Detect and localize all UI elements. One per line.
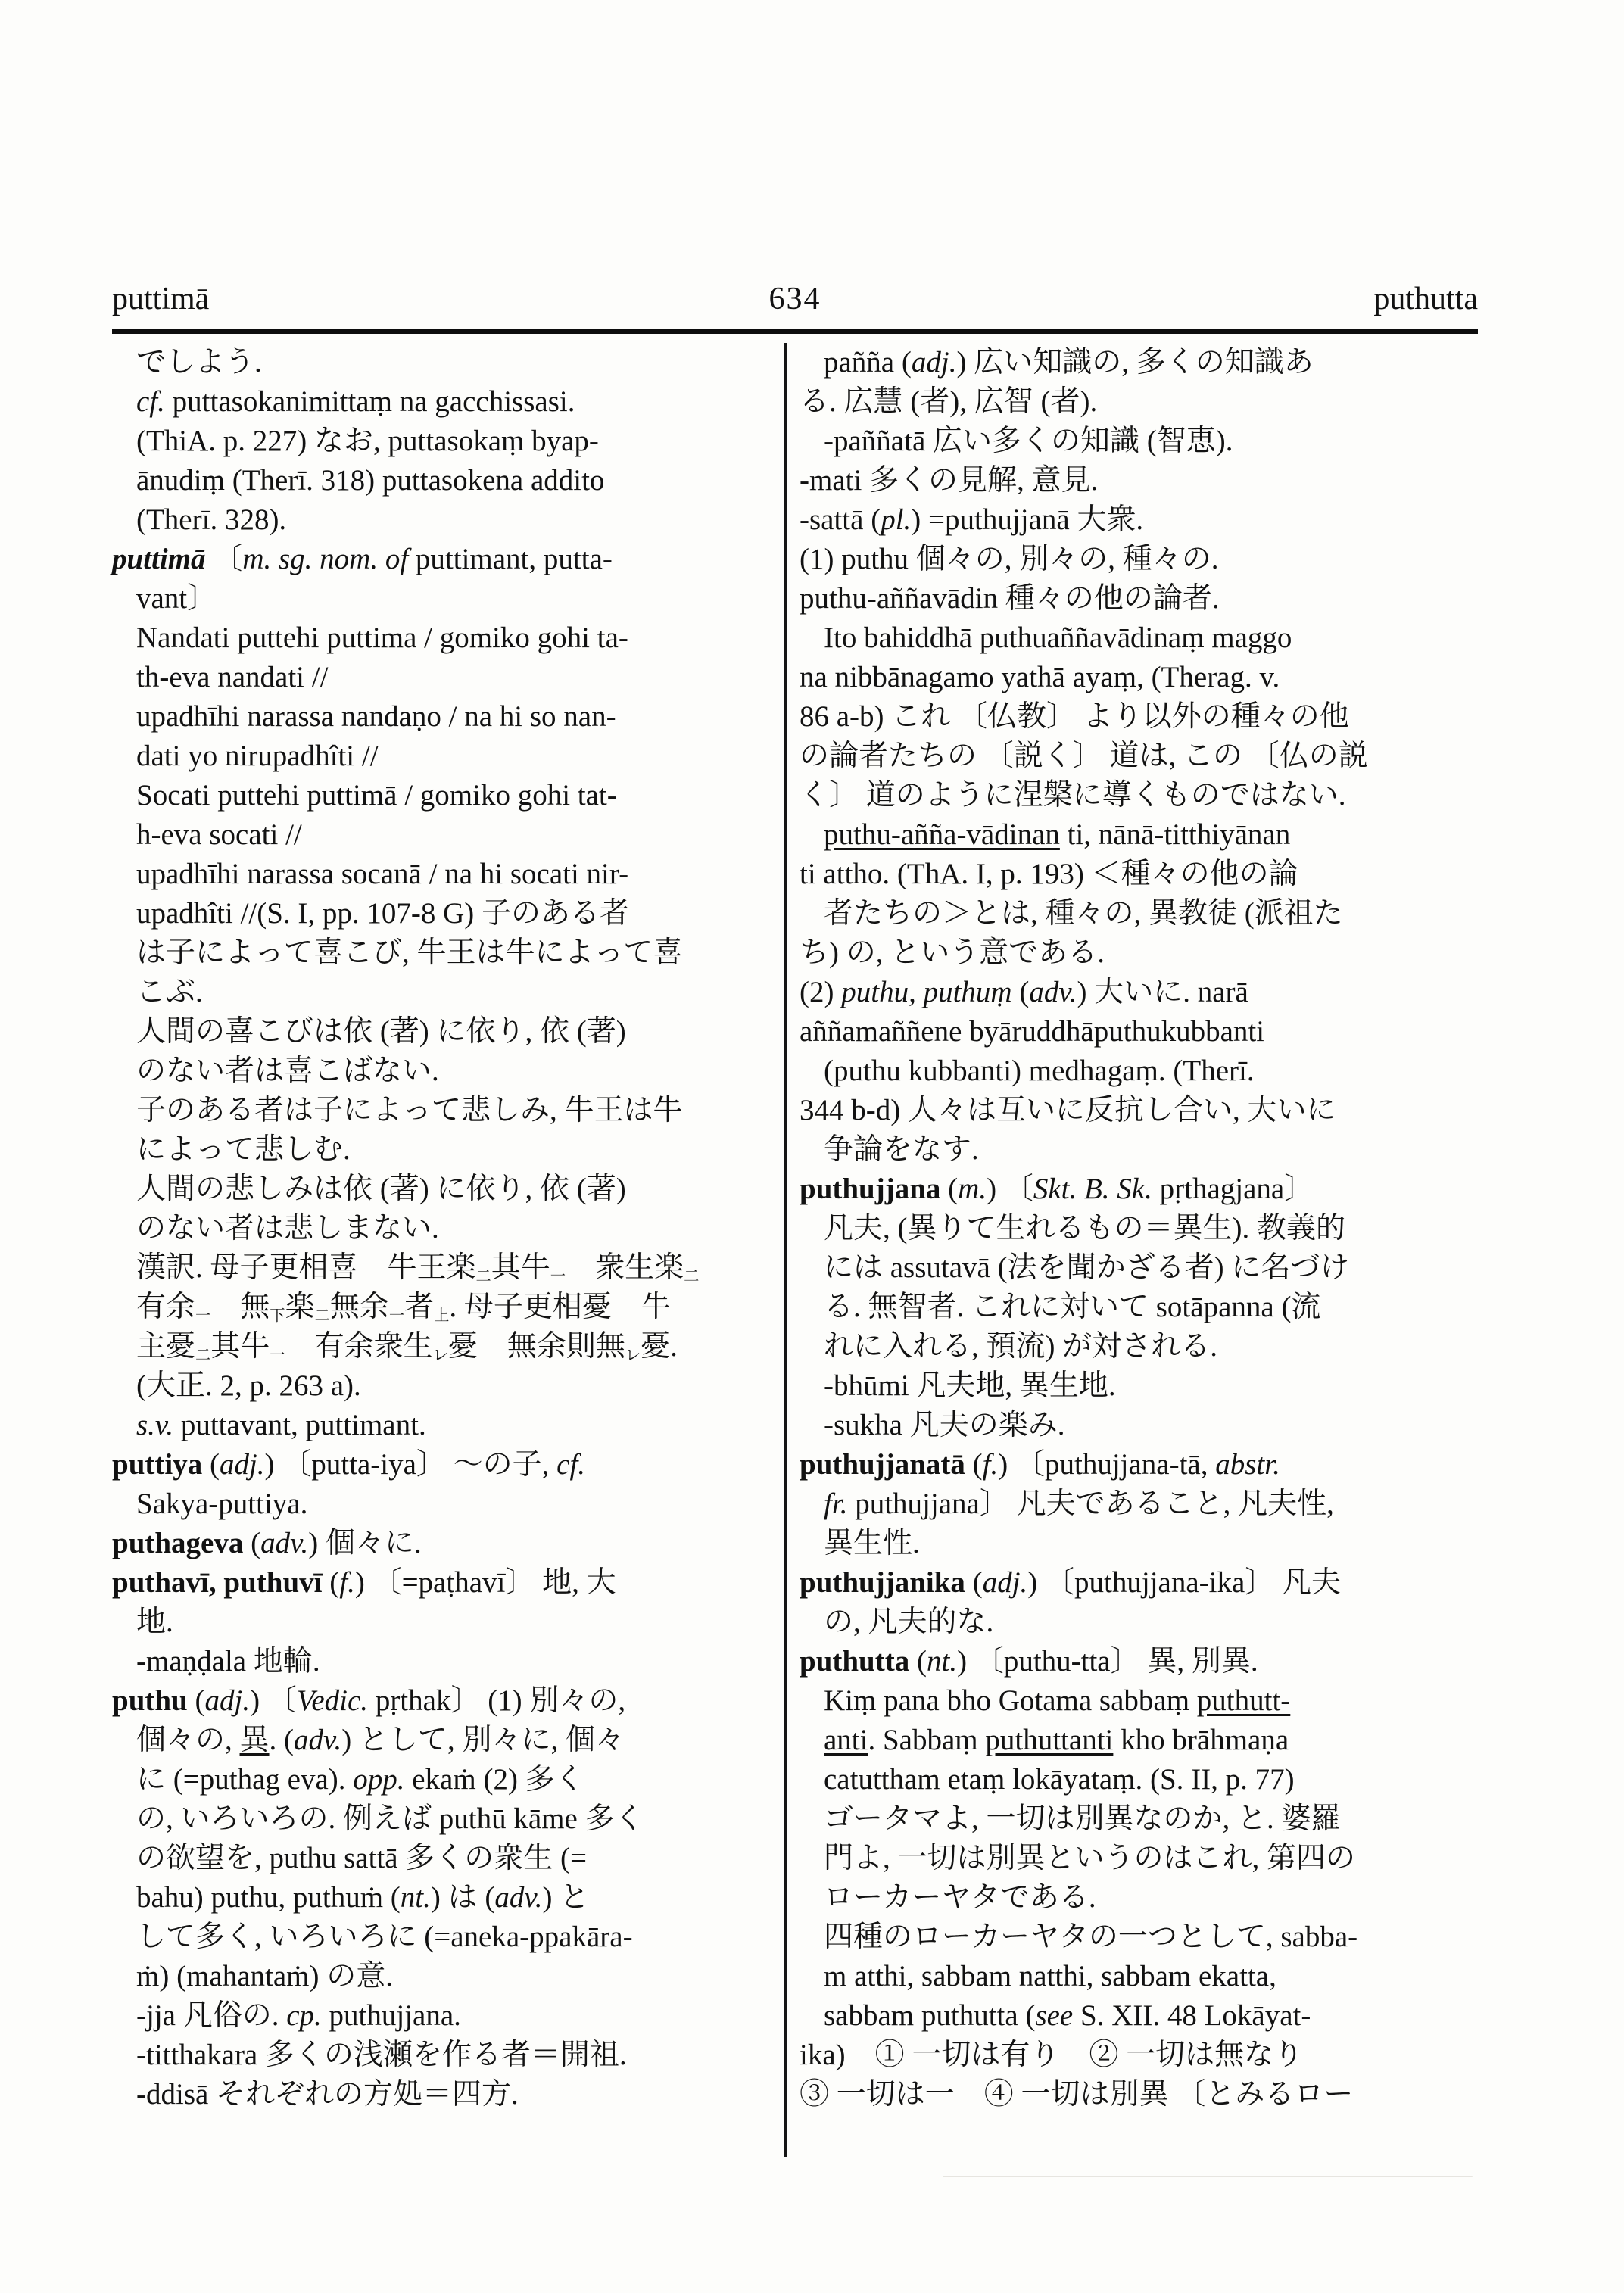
- text-line: [800, 2036, 1478, 2075]
- text-segment: Skt. B. Sk.: [1033, 1173, 1152, 1205]
- text-line: [800, 894, 1478, 933]
- text-segment: ) 〔=paṭhavī〕 地, 大: [354, 1566, 616, 1599]
- text-line: [800, 343, 1478, 382]
- text-segment: 凡夫, (異りて生れるもの＝異生). 教義的: [824, 1212, 1345, 1245]
- text-line: [800, 1327, 1478, 1366]
- text-line: [112, 1209, 784, 1248]
- text-segment: の, いろいろの. 例えば puthū kāme 多く: [136, 1802, 644, 1835]
- text-segment: 一: [388, 1307, 405, 1325]
- text-segment: 上: [434, 1307, 450, 1325]
- text-line: [800, 500, 1478, 540]
- text-segment: anti: [824, 1724, 868, 1756]
- text-segment: (2): [800, 976, 842, 1008]
- text-segment: Sakya-puttiya.: [136, 1488, 308, 1520]
- text-segment: 344 b-d) 人々は互いに反抗し合い, 大いに: [800, 1094, 1336, 1126]
- text-line: [800, 382, 1478, 422]
- text-line: [112, 1839, 784, 1878]
- text-line: [112, 697, 784, 737]
- text-segment: . 母子更相憂 牛: [449, 1291, 671, 1323]
- text-line: [112, 1327, 784, 1366]
- text-line: [112, 1721, 784, 1760]
- text-segment: 二: [314, 1307, 330, 1325]
- text-segment: puthujjana〕 凡夫であること, 凡夫性,: [847, 1488, 1334, 1520]
- text-segment: catuttham etaṃ lokāyataṃ. (S. II, p. 77): [824, 1763, 1295, 1796]
- header-rule: [112, 329, 1478, 334]
- text-segment: こぶ.: [136, 976, 203, 1008]
- text-segment: puthageva: [112, 1527, 244, 1559]
- text-line: [112, 1248, 784, 1288]
- text-segment: -ddisā それぞれの方処＝四方.: [136, 2078, 519, 2111]
- page-header: [112, 0, 1478, 316]
- text-segment: 憂.: [641, 1330, 678, 1363]
- text-segment: -paññatā 広い多くの知識 (智恵).: [824, 425, 1233, 457]
- text-line: [112, 461, 784, 500]
- text-segment: 異生性.: [824, 1527, 920, 1559]
- text-line: [800, 1681, 1478, 1721]
- text-segment: -mati 多くの見解, 意見.: [800, 464, 1099, 497]
- text-segment: 〔: [205, 543, 243, 575]
- scan-artifact-line: [943, 2176, 1473, 2177]
- text-segment: ) =puthujjanā 大衆.: [911, 503, 1144, 536]
- text-segment: h-eva socati //: [136, 818, 302, 851]
- text-segment: puthu-aññavādin 種々の他の論者.: [800, 582, 1220, 615]
- text-line: [112, 1366, 784, 1406]
- text-segment: 個々の,: [136, 1724, 240, 1756]
- text-segment: 無: [210, 1291, 270, 1323]
- guide-word-left: puttimā: [112, 282, 210, 316]
- text-line: [112, 658, 784, 697]
- text-segment: (: [940, 1173, 959, 1205]
- text-line: [112, 2075, 784, 2114]
- text-segment: 二: [475, 1268, 491, 1285]
- text-line: [800, 2075, 1478, 2114]
- text-segment: puthutt-: [1196, 1684, 1291, 1717]
- text-segment: see: [1035, 1999, 1074, 2032]
- text-segment: puttavant, puttimant.: [173, 1409, 426, 1441]
- text-segment: upadhīhi narassa socanā / na hi socati nir-: [136, 858, 629, 890]
- text-segment: には assutavā (法を聞かざる者) に名づけ: [824, 1251, 1350, 1284]
- text-segment: 地.: [136, 1606, 173, 1638]
- text-segment: puthu, puthuṃ: [841, 976, 1012, 1008]
- text-segment: puthuttanti: [985, 1724, 1114, 1756]
- text-segment: の, 凡夫的な.: [824, 1606, 994, 1638]
- text-segment: sabbam puthutta (: [824, 1999, 1036, 2032]
- text-line: [112, 1603, 784, 1642]
- text-line: [800, 1406, 1478, 1445]
- text-segment: 86 a-b) これ 〔仏教〕 より以外の種々の他: [800, 700, 1349, 733]
- text-segment: 異: [239, 1724, 270, 1756]
- text-segment: f.: [339, 1566, 355, 1599]
- text-segment: dati yo nirupadhîti //: [136, 740, 379, 772]
- text-segment: adj.: [204, 1684, 251, 1717]
- text-segment: 一: [550, 1268, 566, 1285]
- text-line: [800, 1996, 1478, 2036]
- text-segment: adj.: [219, 1448, 265, 1481]
- text-segment: na nibbānagamo yathā ayaṃ, (Therag. v.: [800, 661, 1280, 693]
- guide-word-right: puthutta: [1373, 282, 1478, 316]
- text-segment: puthu: [112, 1684, 188, 1717]
- text-line: [112, 500, 784, 540]
- text-segment: のない者は喜こばない.: [136, 1055, 439, 1087]
- text-segment: して多く, いろいろに (=aneka-ppakāra-: [136, 1921, 633, 1953]
- text-segment: (: [202, 1448, 220, 1481]
- text-line: [112, 1170, 784, 1209]
- text-segment: adj.: [911, 346, 957, 379]
- text-segment: ) 〔: [987, 1173, 1033, 1205]
- text-segment: aññamaññene byāruddhāputhukubbanti: [800, 1015, 1265, 1048]
- text-segment: kho brāhmaṇa: [1113, 1724, 1289, 1756]
- text-segment: 有余衆生: [285, 1330, 433, 1363]
- text-segment: S. XII. 48 Lokāyat-: [1073, 1999, 1311, 2032]
- text-segment: bahu) puthu, puthuṁ (: [136, 1881, 401, 1914]
- text-segment: fr.: [824, 1488, 848, 1520]
- text-line: [800, 1288, 1478, 1327]
- right-column: [787, 343, 1478, 2114]
- text-segment: のない者は悲しまない.: [136, 1212, 439, 1245]
- text-segment: -sattā (: [800, 503, 881, 536]
- text-segment: ) 個々に.: [308, 1527, 422, 1559]
- text-line: [112, 422, 784, 461]
- text-line: [112, 1288, 784, 1327]
- text-line: [112, 1012, 784, 1051]
- text-line: [112, 973, 784, 1012]
- text-line: [800, 1760, 1478, 1799]
- text-segment: pl.: [881, 503, 912, 536]
- text-segment: puttimant, putta-: [408, 543, 613, 575]
- text-segment: m.: [958, 1173, 987, 1205]
- text-segment: ) 〔puthujjana-tā,: [998, 1448, 1216, 1481]
- text-segment: pṛthak〕 (1) 別々の,: [368, 1684, 626, 1717]
- text-line: [112, 1445, 784, 1485]
- text-segment: (: [1011, 976, 1030, 1008]
- text-segment: ③ 一切は一 ④ 一切は別異 〔とみるロー: [800, 2078, 1354, 2111]
- text-segment: レ: [432, 1347, 448, 1364]
- left-column: [112, 343, 784, 2114]
- text-segment: (puthu kubbanti) medhagaṃ. (Therī.: [824, 1055, 1255, 1087]
- text-segment: upadhīhi narassa nandaṇo / na hi so nan-: [136, 700, 616, 733]
- text-line: [112, 1524, 784, 1563]
- text-line: [112, 1091, 784, 1130]
- text-line: [800, 1051, 1478, 1091]
- text-segment: 門よ, 一切は別異というのはこれ, 第四の: [824, 1842, 1356, 1874]
- text-segment: nt.: [926, 1645, 958, 1678]
- text-line: [800, 1603, 1478, 1642]
- text-line: [800, 1091, 1478, 1130]
- text-segment: vant〕: [136, 582, 217, 615]
- text-line: [800, 933, 1478, 973]
- text-segment: の論者たちの 〔説く〕 道は, この 〔仏の説: [800, 740, 1368, 772]
- text-segment: puthutta: [800, 1645, 910, 1678]
- text-segment: ローカーヤタである.: [824, 1881, 1096, 1914]
- text-line: [112, 1996, 784, 2036]
- text-segment: puthujjanika: [800, 1566, 965, 1599]
- text-segment: puthavī, puthuvī: [112, 1566, 323, 1599]
- text-line: [800, 815, 1478, 855]
- text-line: [112, 1681, 784, 1721]
- text-line: [112, 540, 784, 579]
- text-segment: ) 広い知識の, 多くの知識あ: [956, 346, 1314, 379]
- text-line: [112, 933, 784, 973]
- text-segment: によって悲しむ.: [136, 1133, 351, 1166]
- text-segment: pṛthagjana〕: [1152, 1173, 1314, 1205]
- text-line: [800, 697, 1478, 737]
- text-line: [112, 2036, 784, 2075]
- text-segment: ) 〔puthu-tta〕 異, 別異.: [957, 1645, 1258, 1678]
- text-segment: 其牛: [491, 1251, 550, 1284]
- text-segment: cp.: [286, 1999, 322, 2032]
- text-segment: 有余: [136, 1291, 196, 1323]
- text-segment: 衆生楽: [566, 1251, 684, 1284]
- text-line: [800, 1130, 1478, 1170]
- text-segment: れに入れる, 預流) が対される.: [824, 1330, 1217, 1363]
- text-segment: ) として, 別々に, 個々: [341, 1724, 625, 1756]
- text-segment: -sukha 凡夫の楽み.: [824, 1409, 1065, 1441]
- text-line: [112, 1130, 784, 1170]
- text-segment: th-eva nandati //: [136, 661, 329, 693]
- text-segment: Nandati puttehi puttima / gomiko gohi ta-: [136, 622, 628, 654]
- text-segment: (大正. 2, p. 263 a).: [136, 1369, 361, 1402]
- text-segment: 下: [270, 1307, 285, 1325]
- text-segment: に (=puthag eva).: [136, 1763, 354, 1796]
- text-segment: abstr.: [1215, 1448, 1280, 1481]
- text-segment: (: [965, 1448, 983, 1481]
- text-segment: 二: [195, 1347, 211, 1364]
- text-line: [800, 1485, 1478, 1524]
- text-line: [800, 1524, 1478, 1563]
- text-segment: ゴータマよ, 一切は別異なのか, と. 婆羅: [824, 1802, 1341, 1835]
- text-segment: 一: [195, 1307, 211, 1325]
- text-line: [800, 658, 1478, 697]
- text-segment: 争論をなす.: [824, 1133, 979, 1166]
- page-number: 634: [768, 282, 821, 316]
- text-segment: Kiṃ pana bho Gotama sabbaṃ: [824, 1684, 1197, 1717]
- text-line: [112, 1957, 784, 1996]
- text-line: [800, 1248, 1478, 1288]
- text-line: [112, 1878, 784, 1918]
- text-segment: ekaṁ (2) 多く: [404, 1763, 584, 1796]
- text-line: [112, 1918, 784, 1957]
- text-segment: puttimā: [112, 543, 206, 575]
- text-segment: 二: [684, 1268, 700, 1285]
- text-segment: 人間の喜こびは依 (著) に依り, 依 (著): [136, 1015, 626, 1048]
- text-segment: でしよう.: [136, 346, 262, 379]
- text-line: [800, 776, 1478, 815]
- text-segment: . Sabbaṃ: [868, 1724, 986, 1756]
- text-segment: . (: [269, 1724, 295, 1756]
- text-segment: ti, nānā-titthiyānan: [1059, 818, 1291, 851]
- text-segment: ṁ) (mahantaṁ) の意.: [136, 1960, 393, 1992]
- text-line: [800, 540, 1478, 579]
- text-line: [800, 1445, 1478, 1485]
- text-segment: (ThiA. p. 227) なお, puttasokaṃ byap-: [136, 425, 599, 457]
- text-segment: puthujjanatā: [800, 1448, 965, 1481]
- text-segment: -bhūmi 凡夫地, 異生地.: [824, 1369, 1116, 1402]
- text-segment: 一: [270, 1347, 285, 1364]
- text-segment: puthujjana.: [321, 1999, 461, 2032]
- text-segment: opp.: [353, 1763, 405, 1796]
- text-segment: adv.: [1029, 976, 1077, 1008]
- text-line: [800, 1170, 1478, 1209]
- text-segment: f.: [982, 1448, 999, 1481]
- text-segment: 漢訳. 母子更相喜 牛王楽: [136, 1251, 476, 1284]
- text-line: [112, 1485, 784, 1524]
- text-line: [112, 1051, 784, 1091]
- text-line: [112, 1760, 784, 1799]
- text-segment: puttasokanimittaṃ na gacchissasi.: [164, 385, 575, 418]
- text-segment: (1) puthu 個々の, 別々の, 種々の.: [800, 543, 1219, 575]
- text-line: [800, 618, 1478, 658]
- text-line: [112, 776, 784, 815]
- text-line: [800, 1957, 1478, 1996]
- text-segment: Vedic.: [296, 1684, 369, 1717]
- text-line: [800, 1366, 1478, 1406]
- text-segment: (Therī. 328).: [136, 503, 287, 536]
- text-segment: ti attho. (ThA. I, p. 193) ＜種々の他の論: [800, 858, 1298, 890]
- text-segment: の欲望を, puthu sattā 多くの衆生 (=: [136, 1842, 588, 1874]
- text-segment: 者: [404, 1291, 435, 1323]
- text-segment: m atthi, sabbam natthi, sabbam ekatta,: [824, 1960, 1276, 1992]
- text-segment: -jja 凡俗の.: [136, 1999, 287, 2032]
- text-segment: (: [322, 1566, 340, 1599]
- text-segment: m. sg. nom. of: [242, 543, 409, 575]
- text-segment: adv.: [260, 1527, 309, 1559]
- text-segment: レ: [625, 1347, 641, 1364]
- text-line: [800, 973, 1478, 1012]
- text-segment: ) は (: [430, 1881, 495, 1914]
- text-segment: ānudiṃ (Therī. 318) puttasokena addito: [136, 464, 605, 497]
- text-segment: puttiya: [112, 1448, 203, 1481]
- text-segment: adv.: [294, 1724, 342, 1756]
- text-segment: nt.: [400, 1881, 431, 1914]
- text-line: [112, 579, 784, 618]
- text-line: [112, 855, 784, 894]
- text-segment: ) 〔: [250, 1684, 297, 1717]
- text-segment: 無余: [329, 1291, 389, 1323]
- text-segment: cf.: [136, 385, 165, 418]
- text-segment: upadhîti //(S. I, pp. 107-8 G) 子のある者: [136, 897, 630, 930]
- text-segment: 子のある者は子によって悲しみ, 牛王は牛: [136, 1094, 683, 1126]
- text-segment: る. 広慧 (者), 広智 (者).: [800, 385, 1098, 418]
- text-segment: pañña (: [824, 346, 912, 379]
- text-segment: puthu-añña-vādinan: [824, 818, 1060, 851]
- text-line: [112, 1406, 784, 1445]
- text-segment: く〕 道のように涅槃に導くものではない.: [800, 779, 1346, 812]
- text-line: [800, 1839, 1478, 1878]
- text-line: [800, 1878, 1478, 1918]
- text-segment: (: [243, 1527, 261, 1559]
- text-segment: ) と: [542, 1881, 590, 1914]
- text-segment: ち) の, という意である.: [800, 936, 1105, 969]
- text-segment: 主憂: [136, 1330, 196, 1363]
- text-segment: Socati puttehi puttimā / gomiko gohi tat-: [136, 779, 617, 812]
- text-segment: は子によって喜こび, 牛王は牛によって喜: [136, 936, 683, 969]
- text-segment: cf.: [556, 1448, 586, 1481]
- text-segment: 者たちの＞とは, 種々の, 異教徒 (派祖た: [824, 897, 1343, 930]
- text-columns: [112, 343, 1478, 2157]
- text-segment: (: [187, 1684, 205, 1717]
- text-segment: 楽: [285, 1291, 315, 1323]
- text-line: [112, 343, 784, 382]
- text-line: [112, 382, 784, 422]
- text-line: [112, 894, 784, 933]
- text-line: [800, 1209, 1478, 1248]
- text-segment: ) 大いに. narā: [1077, 976, 1248, 1008]
- text-line: [800, 737, 1478, 776]
- text-line: [800, 579, 1478, 618]
- text-segment: 憂 無余則無: [447, 1330, 625, 1363]
- text-segment: る. 無智者. これに対いて sotāpanna (流: [824, 1291, 1321, 1323]
- text-line: [800, 1012, 1478, 1051]
- text-line: [800, 855, 1478, 894]
- text-line: [800, 461, 1478, 500]
- text-segment: (: [909, 1645, 927, 1678]
- text-line: [112, 1799, 784, 1839]
- text-line: [112, 815, 784, 855]
- text-line: [112, 1563, 784, 1603]
- text-segment: ) 〔puthujjana-ika〕 凡夫: [1027, 1566, 1342, 1599]
- text-line: [800, 1642, 1478, 1681]
- text-segment: -maṇḍala 地輪.: [136, 1645, 320, 1678]
- text-segment: Ito bahiddhā puthuaññavādinaṃ maggo: [824, 622, 1292, 654]
- text-segment: puthujjana: [800, 1173, 941, 1205]
- text-line: [112, 737, 784, 776]
- text-segment: (: [965, 1566, 983, 1599]
- text-segment: adj.: [982, 1566, 1028, 1599]
- text-segment: 其牛: [210, 1330, 270, 1363]
- text-segment: ika) ① 一切は有り ② 一切は無なり: [800, 2039, 1304, 2071]
- text-segment: -titthakara 多くの浅瀬を作る者＝開祖.: [136, 2039, 627, 2071]
- text-line: [800, 1918, 1478, 1957]
- text-line: [800, 1799, 1478, 1839]
- text-segment: adv.: [494, 1881, 543, 1914]
- text-line: [800, 1563, 1478, 1603]
- text-line: [800, 422, 1478, 461]
- text-segment: 人間の悲しみは依 (著) に依り, 依 (著): [136, 1173, 626, 1205]
- text-segment: 四種のローカーヤタの一つとして, sabba-: [824, 1921, 1358, 1953]
- text-segment: ) 〔putta-iya〕 ～の子,: [264, 1448, 557, 1481]
- text-line: [112, 1642, 784, 1681]
- text-line: [800, 1721, 1478, 1760]
- text-segment: s.v.: [136, 1409, 174, 1441]
- text-line: [112, 618, 784, 658]
